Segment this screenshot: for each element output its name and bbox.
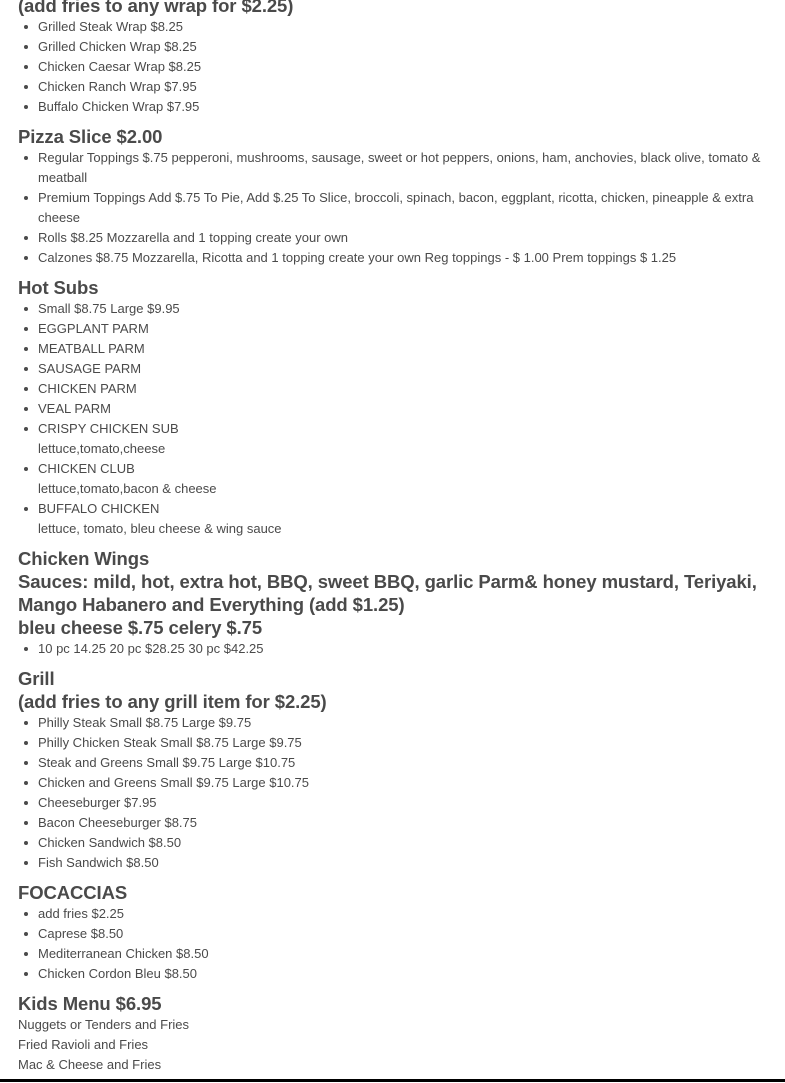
list-item: Chicken Caesar Wrap $8.25 xyxy=(38,57,771,77)
hot-subs-heading: Hot Subs xyxy=(18,277,99,298)
list-item xyxy=(38,399,771,419)
list-item: Fish Sandwich $8.50 xyxy=(38,853,771,873)
grill-subheading: (add fries to any grill item for $2.25) xyxy=(18,691,327,712)
list-item xyxy=(38,319,771,339)
list-item xyxy=(38,499,771,539)
item-name: CHICKEN PARM xyxy=(38,381,137,396)
list-item: Chicken and Greens Small $9.75 Large $10.75 xyxy=(38,773,771,793)
item-name: BUFFALO CHICKEN xyxy=(38,501,160,516)
wings-section xyxy=(18,547,771,659)
list-item: add fries $2.25 xyxy=(38,904,771,924)
focaccias-list xyxy=(18,904,771,984)
kids-item: Nuggets or Tenders and Fries xyxy=(18,1017,190,1032)
item-name: SAUSAGE PARM xyxy=(38,361,142,376)
list-item xyxy=(38,459,771,499)
list-item: Bacon Cheeseburger $8.75 xyxy=(38,813,771,833)
list-item: Chicken Ranch Wrap $7.95 xyxy=(38,77,771,97)
wraps-list xyxy=(18,17,771,117)
hot-subs-list xyxy=(18,299,771,539)
item-name: MEATBALL PARM xyxy=(38,341,145,356)
list-item: Grilled Chicken Wrap $8.25 xyxy=(38,37,771,57)
list-item: Buffalo Chicken Wrap $7.95 xyxy=(38,97,771,117)
kids-item: Fried Ravioli and Fries xyxy=(18,1037,149,1052)
list-item: Rolls $8.25 Mozzarella and 1 topping create your own xyxy=(38,228,771,248)
list-item xyxy=(38,419,771,459)
list-item: Calzones $8.75 Mozzarella, Ricotta and 1 topping create your own Reg toppings - $ 1.00 Prem toppings $ 1.25 xyxy=(38,248,771,268)
list-item: Mediterranean Chicken $8.50 xyxy=(38,944,771,964)
list-item: Regular Toppings $.75 pepperoni, mushrooms, sausage, sweet or hot peppers, onions, ham, anchovies, black olive, tomato & meatball xyxy=(38,148,771,188)
list-item: Chicken Sandwich $8.50 xyxy=(38,833,771,853)
wings-extras: bleu cheese $.75 celery $.75 xyxy=(18,617,263,638)
list-item: Cheeseburger $7.95 xyxy=(38,793,771,813)
wraps-heading: (add fries to any wrap for $2.25) xyxy=(18,0,294,16)
list-item xyxy=(38,339,771,359)
item-description: lettuce, tomato, bleu cheese & wing sauce xyxy=(38,521,282,536)
hot-subs-section xyxy=(18,276,771,539)
pizza-heading: Pizza Slice $2.00 xyxy=(18,126,163,147)
wings-sauces: Sauces: mild, hot, extra hot, BBQ, sweet BBQ, garlic Parm& honey mustard, Teriyaki, Mango Habanero and Everything (add $1.25) xyxy=(18,571,757,615)
list-item: Caprese $8.50 xyxy=(38,924,771,944)
list-item: Philly Steak Small $8.75 Large $9.75 xyxy=(38,713,771,733)
wings-list xyxy=(18,639,771,659)
list-item: Grilled Steak Wrap $8.25 xyxy=(38,17,771,37)
kids-section xyxy=(18,992,771,1075)
list-item xyxy=(38,299,771,319)
list-item: 10 pc 14.25 20 pc $28.25 30 pc $42.25 xyxy=(38,639,771,659)
item-name: Small $8.75 Large $9.95 xyxy=(38,301,180,316)
item-name: VEAL PARM xyxy=(38,401,111,416)
kids-heading: Kids Menu $6.95 xyxy=(18,993,162,1014)
list-item: Steak and Greens Small $9.75 Large $10.75 xyxy=(38,753,771,773)
grill-section xyxy=(18,667,771,873)
grill-heading: Grill xyxy=(18,668,55,689)
list-item: Philly Chicken Steak Small $8.75 Large $9.75 xyxy=(38,733,771,753)
item-name: CHICKEN CLUB xyxy=(38,461,135,476)
item-name: CRISPY CHICKEN SUB xyxy=(38,421,179,436)
focaccias-heading: FOCACCIAS xyxy=(18,882,128,903)
pizza-section xyxy=(18,125,771,268)
wings-heading: Chicken Wings xyxy=(18,548,150,569)
list-item: Chicken Cordon Bleu $8.50 xyxy=(38,964,771,984)
item-description: lettuce,tomato,cheese xyxy=(38,441,166,456)
list-item: Premium Toppings Add $.75 To Pie, Add $.25 To Slice, broccoli, spinach, bacon, eggplant, ricotta, chicken, pineapple & extra cheese xyxy=(38,188,771,228)
item-description: lettuce,tomato,bacon & cheese xyxy=(38,481,217,496)
item-name: EGGPLANT PARM xyxy=(38,321,149,336)
wraps-section xyxy=(18,0,771,117)
pizza-list xyxy=(18,148,771,268)
grill-list xyxy=(18,713,771,873)
list-item xyxy=(38,379,771,399)
kids-item: Mac & Cheese and Fries xyxy=(18,1057,162,1072)
focaccias-section xyxy=(18,881,771,984)
list-item xyxy=(38,359,771,379)
